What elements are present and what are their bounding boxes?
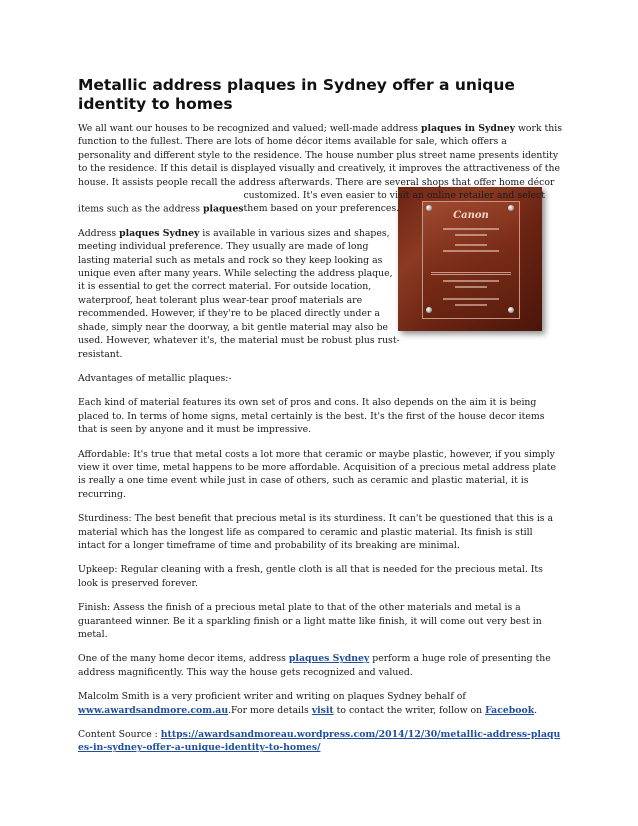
website-link[interactable]: www.awardsandmore.com.au [78, 704, 229, 716]
text: We all want our houses to be recognized and valued; well-made address [78, 123, 422, 134]
facebook-link[interactable]: Facebook [485, 704, 535, 716]
article-title: Metallic address plaques in Sydney offer a unique identity to homes [78, 76, 515, 113]
paragraph-materials: Each kind of material features its own set of pros and cons. It also depends on the aim it is being placed to. In terms of home signs, metal certainly is the best. It's the first of the house decor items that is seen by anyone and it must be impressive. [78, 397, 545, 436]
source-link[interactable]: https://awardsandmoreau.wordpress.com/2014/12/30/metallic-address-plaques-in-sydney-offer-a-unique-identity-to-homes/ [78, 729, 561, 754]
paragraph-intro [78, 122, 562, 216]
keyword-bold: plaques Sydney [119, 227, 200, 239]
visit-link[interactable]: visit [311, 704, 334, 716]
text: customized. It's even easier to visit an online retailer and select them based on your preferences. [243, 190, 546, 215]
paragraph-sturdiness: Sturdiness: The best benefit that precious metal is its sturdiness. It can't be questioned that this is a material which has the longest life as compared to ceramic and plastic material. Its finish is still intact for a longer timeframe of time and probability of its breaking are minimal. [78, 513, 554, 551]
text: perform a huge role of presenting the address magnificently. This way the house gets recognized and valued. [78, 653, 551, 678]
text: work this function to the fullest. There are lots of home décor items available for sale, which offers a personality and different style to the residence. The house number plus street name presents identity to the residence. If this detail is displayed visually and creatively, it improves the attractiveness of the house. It assists people recall the address afterwards. There are several shops that offer home décor items such as the address [78, 123, 562, 215]
text: to contact the writer, follow on [333, 704, 486, 716]
plaques-sydney-link[interactable]: plaques Sydney [288, 653, 370, 665]
paragraph-affordable: Affordable: It's true that metal costs a lot more that ceramic or maybe plastic, however, if you simply view it over time, metal happens to be more affordable. Acquisition of a precious metal address plate is really a one time event while just in case of others, such as ceramic and plastic material, it is recurring. [78, 448, 557, 500]
keyword-bold: plaques [203, 203, 244, 215]
plaque-logo: Canon [453, 210, 489, 221]
text: Content Source : [78, 729, 161, 741]
text: One of the many home decor items, address [78, 653, 289, 665]
keyword-bold: plaques in Sydney [421, 123, 515, 134]
paragraph-source [78, 728, 562, 755]
paragraph-author [78, 690, 562, 717]
paragraph-sizes [78, 227, 400, 361]
text: Malcolm Smith is a very proficient writer and writing on plaques Sydney behalf of [78, 691, 466, 703]
text: . [534, 704, 538, 716]
paragraph-summary [78, 652, 562, 679]
text: is available in various sizes and shapes, meeting individual preference. They usually are made of long lasting material such as metals and rock so they keep looking as unique even after many years. While selecting the address plaque, it is essential to get the correct material. For outside location, waterproof, heat tolerant plus wear-tear proof materials are recommended. However, if they're to be placed directly under a shade, simply near the doorway, a bit gentle material may also be used. However, whatever it's, the material must be robust plus rust-resistant. [78, 227, 400, 360]
paragraph-finish: Finish: Assess the finish of a precious metal plate to that of the other materials and metal is a guaranteed winner. Be it a sparkling finish or a light matte like finish, it will come out very best in metal. [78, 602, 542, 640]
paragraph-advantages-heading: Advantages of metallic plaques:- [78, 372, 232, 384]
article-body [78, 76, 562, 766]
paragraph-upkeep: Upkeep: Regular cleaning with a fresh, gentle cloth is all that is needed for the precious metal. Its look is preserved forever. [78, 564, 543, 589]
text: Address [78, 227, 120, 239]
text: .For more details [228, 704, 312, 716]
